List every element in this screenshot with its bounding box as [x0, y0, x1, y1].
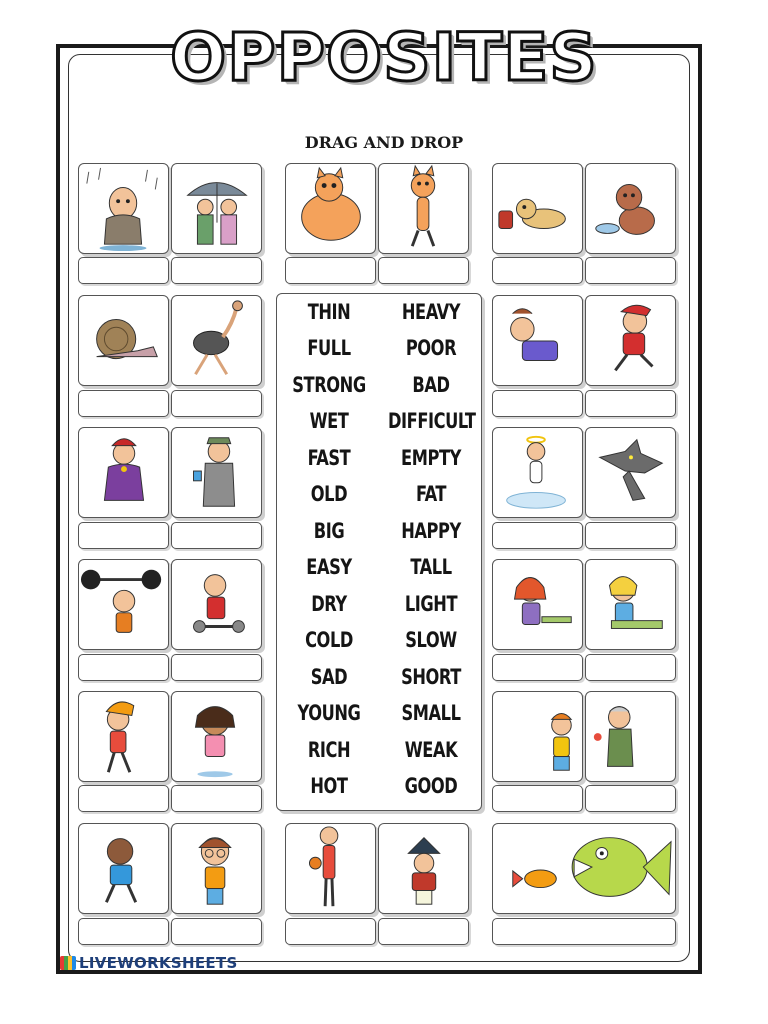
fat-cat-icon [285, 163, 376, 254]
running-boy-icon [585, 295, 676, 386]
old-man-icon [585, 691, 676, 782]
draggable-word[interactable]: EMPTY [401, 446, 461, 470]
answer-drop-box[interactable] [285, 257, 376, 284]
slow-snail-icon [78, 295, 169, 386]
falling-boy-icon [492, 295, 583, 386]
word-bank [276, 293, 482, 811]
answer-drop-box[interactable] [78, 654, 169, 681]
bad-wolf-icon [585, 427, 676, 518]
answer-drop-box[interactable] [171, 522, 262, 549]
answer-drop-box[interactable] [585, 785, 676, 812]
draggable-word[interactable]: COLD [305, 628, 353, 652]
couple-under-umbrella-icon [171, 163, 262, 254]
short-man-icon [378, 823, 469, 914]
draggable-word[interactable]: WET [309, 409, 349, 433]
page-title: OPPOSITES [170, 19, 598, 96]
draggable-word[interactable]: BIG [313, 519, 345, 543]
liveworksheets-logo [60, 952, 238, 974]
girl-easy-test-icon [492, 559, 583, 650]
answer-drop-box[interactable] [171, 918, 262, 945]
draggable-word[interactable]: LIGHT [404, 592, 458, 616]
draggable-word[interactable]: GOOD [404, 774, 458, 798]
fast-ostrich-icon [171, 295, 262, 386]
draggable-word[interactable]: STRONG [292, 373, 366, 397]
answer-drop-box[interactable] [585, 654, 676, 681]
draggable-word[interactable]: HOT [310, 774, 348, 798]
answer-drop-box[interactable] [171, 654, 262, 681]
draggable-word[interactable]: RICH [307, 738, 351, 762]
draggable-word[interactable]: SAD [310, 665, 348, 689]
tall-man-icon [285, 823, 376, 914]
page-subtitle: DRAG AND DROP [304, 133, 464, 152]
draggable-word[interactable]: FAT [415, 482, 446, 506]
draggable-word[interactable]: HAPPY [401, 519, 461, 543]
answer-drop-box[interactable] [78, 918, 169, 945]
poor-man-icon [171, 427, 262, 518]
draggable-word[interactable]: DRY [311, 592, 347, 616]
strong-boy-icon [78, 559, 169, 650]
girl-difficult-test-icon [585, 559, 676, 650]
sad-boy-icon [171, 823, 262, 914]
sad-dog-icon [585, 163, 676, 254]
draggable-word[interactable]: YOUNG [297, 701, 361, 725]
answer-drop-box[interactable] [492, 257, 583, 284]
answer-drop-box[interactable] [78, 390, 169, 417]
draggable-word[interactable]: SLOW [405, 628, 457, 652]
answer-drop-box[interactable] [492, 390, 583, 417]
liveworksheets-icon [60, 956, 76, 970]
answer-drop-box[interactable] [171, 785, 262, 812]
answer-drop-box[interactable] [492, 522, 583, 549]
answer-drop-box[interactable] [378, 918, 469, 945]
draggable-word[interactable]: OLD [310, 482, 348, 506]
draggable-word[interactable]: FULL [307, 336, 351, 360]
happy-boy-icon [78, 823, 169, 914]
big-small-fish-icon [492, 823, 676, 914]
answer-drop-box[interactable] [585, 390, 676, 417]
young-boy-icon [492, 691, 583, 782]
hot-woman-icon [78, 691, 169, 782]
draggable-word[interactable]: WEAK [404, 738, 458, 762]
answer-drop-box[interactable] [171, 257, 262, 284]
answer-drop-box[interactable] [585, 257, 676, 284]
answer-drop-box[interactable] [492, 654, 583, 681]
answer-drop-box[interactable] [171, 390, 262, 417]
draggable-word[interactable]: POOR [405, 336, 457, 360]
weak-man-icon [171, 559, 262, 650]
draggable-word[interactable]: BAD [412, 373, 450, 397]
draggable-word[interactable]: TALL [410, 555, 452, 579]
answer-drop-box[interactable] [78, 785, 169, 812]
rich-woman-icon [78, 427, 169, 518]
answer-drop-box[interactable] [378, 257, 469, 284]
answer-drop-box[interactable] [492, 785, 583, 812]
cold-girl-icon [171, 691, 262, 782]
draggable-word[interactable]: THIN [307, 300, 351, 324]
thin-cat-icon [378, 163, 469, 254]
draggable-word[interactable]: DIFFICULT [388, 409, 476, 433]
answer-drop-box[interactable] [78, 257, 169, 284]
draggable-word[interactable]: HEAVY [401, 300, 461, 324]
answer-drop-box[interactable] [78, 522, 169, 549]
wet-man-in-rain-icon [78, 163, 169, 254]
brand-name: LIVEWORKSHEETS [79, 954, 238, 972]
draggable-word[interactable]: FAST [307, 446, 351, 470]
draggable-word[interactable]: SHORT [401, 665, 461, 689]
answer-drop-box[interactable] [585, 522, 676, 549]
answer-drop-box[interactable] [285, 918, 376, 945]
angel-icon [492, 427, 583, 518]
draggable-word[interactable]: EASY [306, 555, 352, 579]
happy-dog-icon [492, 163, 583, 254]
answer-drop-box[interactable] [492, 918, 676, 945]
draggable-word[interactable]: SMALL [401, 701, 461, 725]
